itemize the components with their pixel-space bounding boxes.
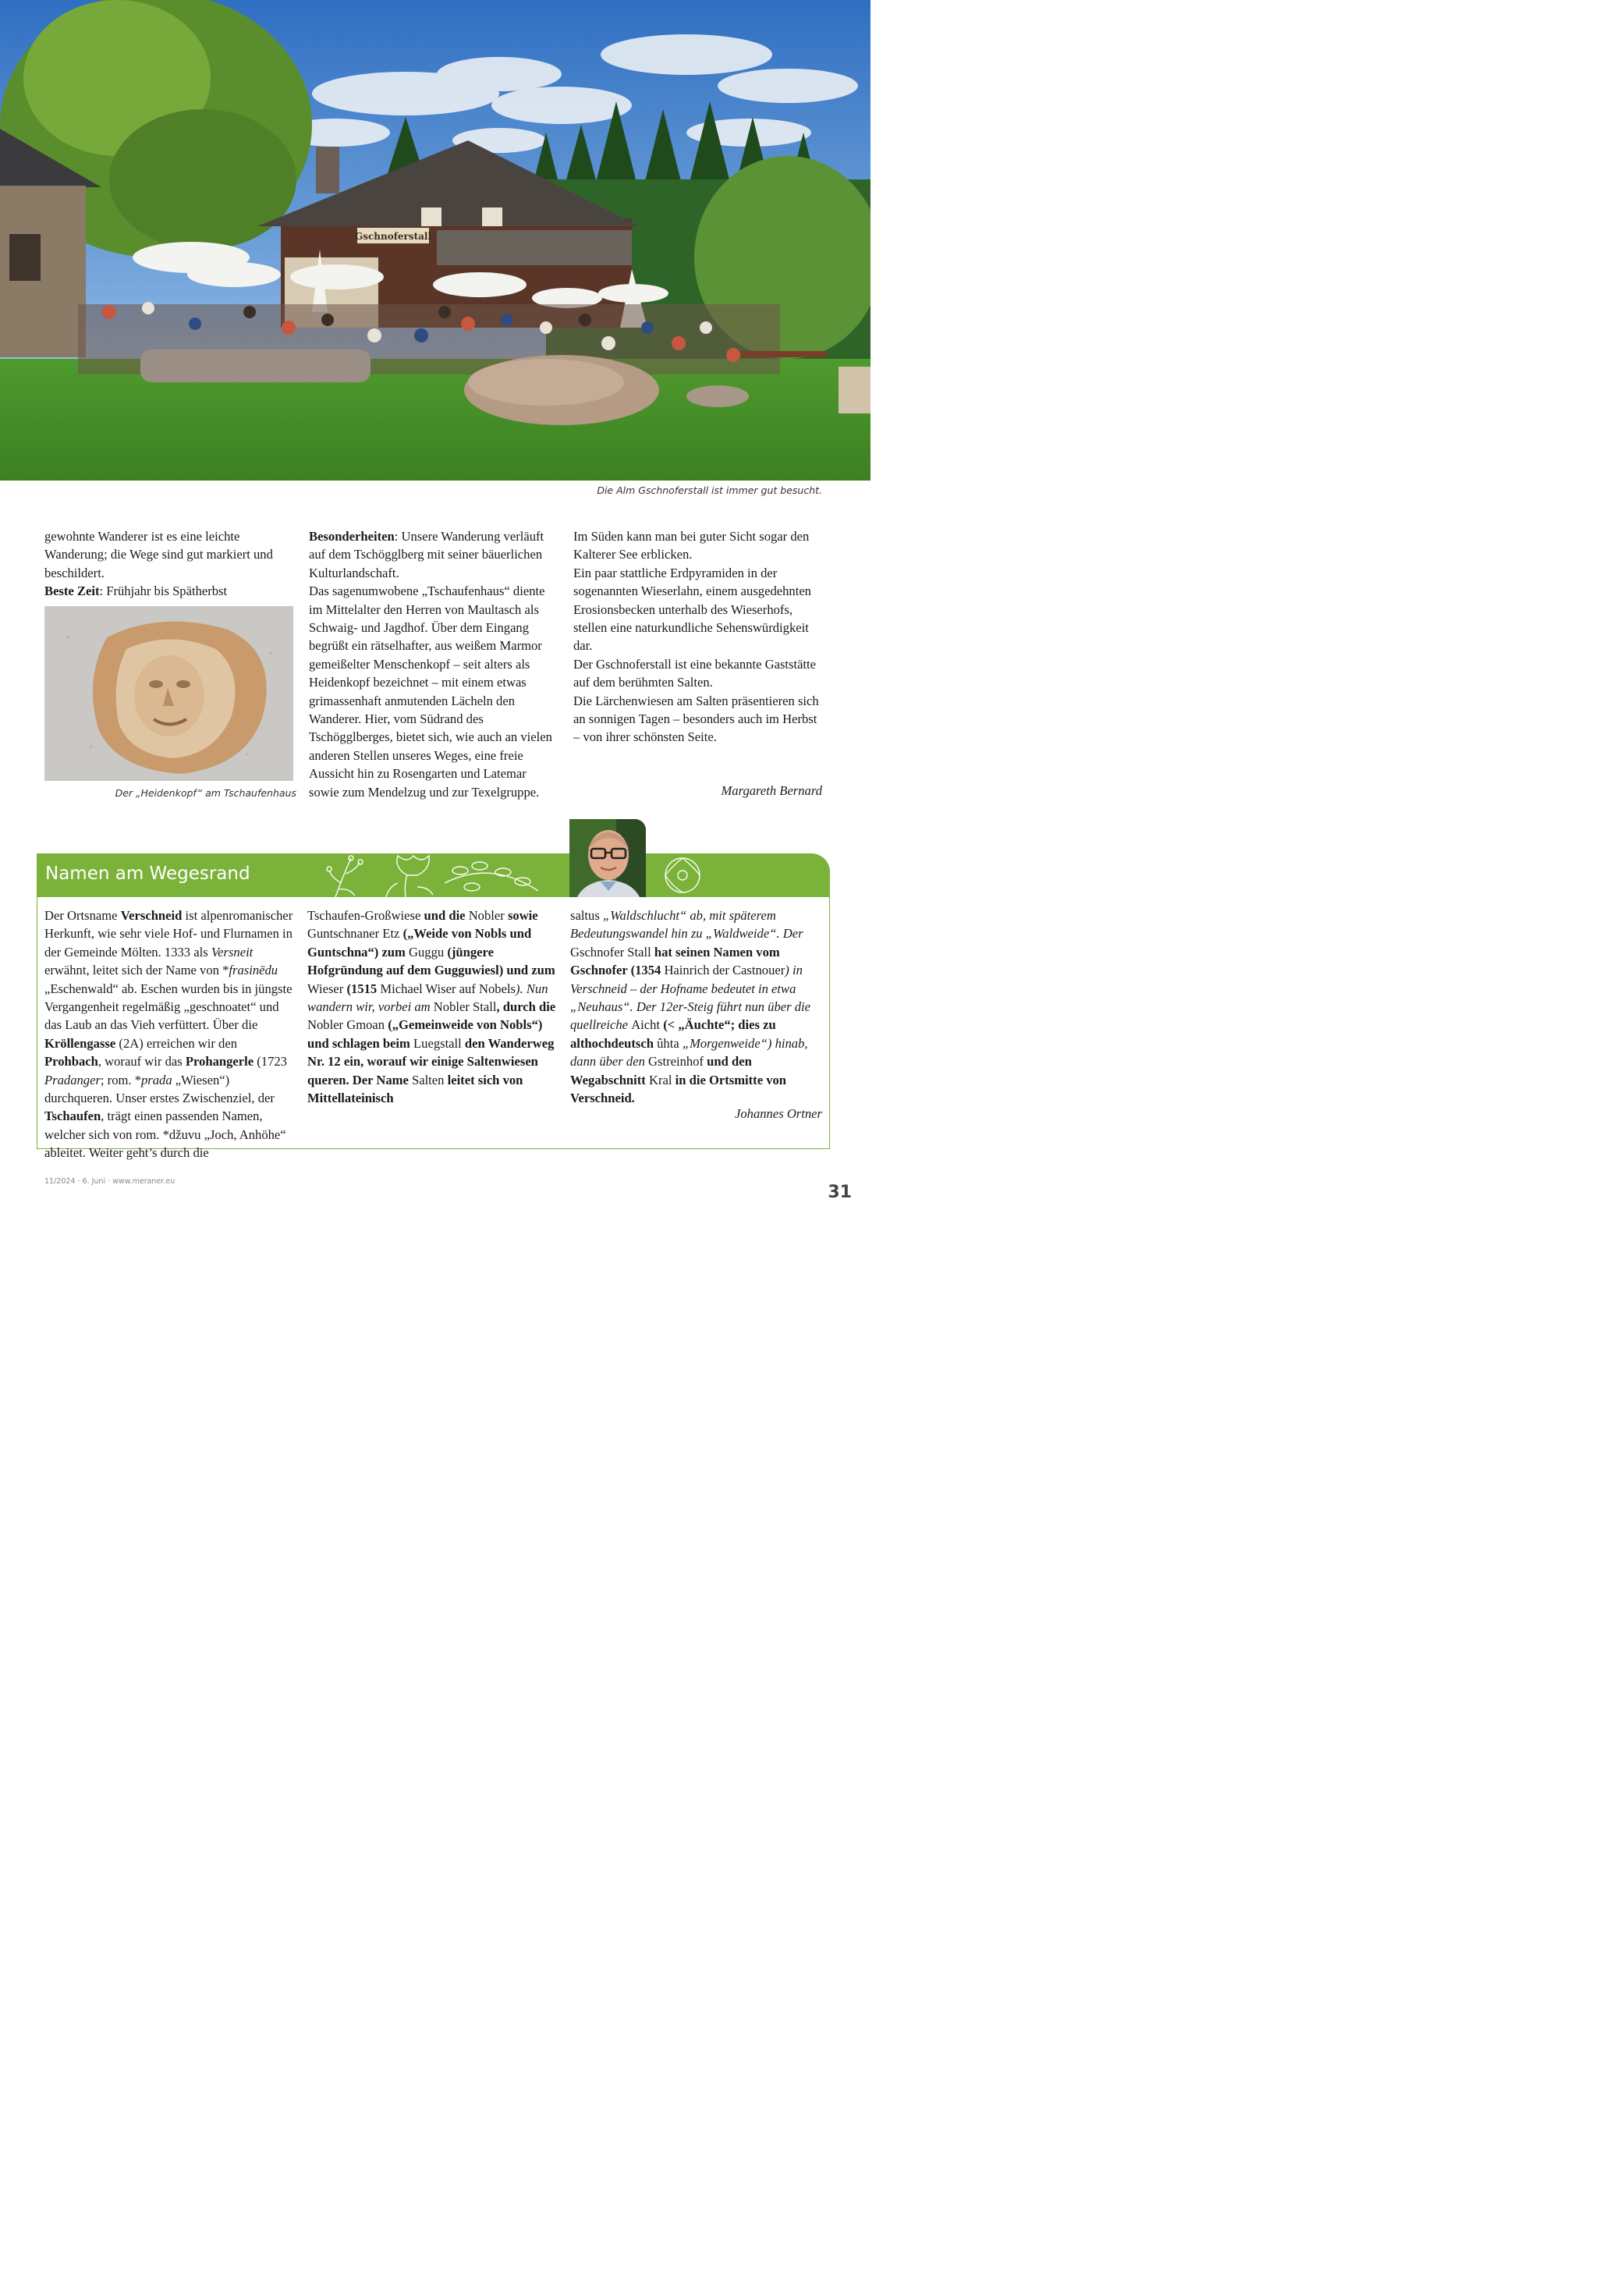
hut-sign: Gschnoferstall (354, 231, 432, 242)
hero-caption: Die Alm Gschnoferstall ist immer gut besucht. (597, 484, 822, 496)
article-column-1 (44, 527, 293, 601)
author-portrait (569, 819, 646, 897)
issue-info: 11/2024 · 6. Juni · www.meraner.eu (44, 1177, 176, 1186)
names-box-text: Der Ortsname Verschneid ist alpenromanischer Herkunft, wie sehr viele Hof- und Flurnamen in der Gemeinde Mölten. 1333 als Versneit erwähnt, leitet sich der Name von *frasinēdu „Eschenwald“ ab. Eschen wurden bis in jüngste Vergangenheit regelmäßig „geschnoatet“ und das Laub an das Vieh verfüttert. Über die Kröllengasse (2A) erreichen wir den Prohbach, worauf wir das Prohangerle (1723 Pradanger; rom. *prada „Wiesen“) durchqueren. Unser erstes Zwischenziel, der Tschaufen, trägt einen passenden Namen, welcher sich von rom. *džuvu „Joch, Anhöhe“ ableitet. Weiter geht’s durch die (44, 908, 293, 1161)
article-paragraph: Im Süden kann man bei guter Sicht sogar den Kalterer See erblicken. (573, 529, 810, 562)
features-line (309, 527, 558, 582)
article-column-3 (573, 527, 824, 747)
best-time-line (44, 582, 293, 600)
article-paragraph: Das sagenumwobene „Tschaufenhaus“ diente im Mittelalter den Herren von Maultasch als Schwaig- und Jagdhof. Über dem Eingang begrüßt ein rätselhafter, aus weißem Marmor gemeißelter Menschenkopf – seit alters als Heidenkopf bezeichnet – mit einem etwas grimassenhaft anmutenden Lächeln den Wanderer. Hier, vom Südrand des Tschögglberges, bietet sich, wie auch an vielen anderen Stellen unseres Weges, eine freie Aussicht hin zu Rosengarten und Latemar sowie zum Mendelzug und zur Texelgruppe. (309, 584, 552, 800)
page-number: 31 (828, 1183, 852, 1202)
names-box-title: Namen am Wegesrand (45, 864, 250, 884)
names-box-column-1 (44, 906, 296, 1162)
features-text: : Unsere Wanderung verläuft auf dem Tschögglberg mit seiner bäuerlichen Kulturlandschaft. (309, 529, 544, 580)
article-paragraph: Der Gschnoferstall ist eine bekannte Gaststätte auf dem berühmten Salten. (573, 656, 817, 690)
best-time-text: : Frühjahr bis Spätherbst (99, 584, 228, 599)
names-box-column-2 (307, 906, 558, 1107)
article-paragraph: Die Lärchenwiesen am Salten präsentieren sich an sonnigen Tagen – besonders auch im Herbst – von ihrer schönsten Seite. (573, 693, 819, 745)
heidenkopf-photo (44, 606, 293, 781)
article-author: Margareth Bernard (721, 783, 822, 798)
hero-photo (0, 0, 871, 481)
best-time-label: Beste Zeit (44, 584, 100, 599)
floral-decoration-icon (320, 852, 718, 900)
heidenkopf-caption: Der „Heidenkopf“ am Tschaufenhaus (115, 787, 296, 799)
article-paragraph: Ein paar stattliche Erdpyramiden in der sogenannten Wieserlahn, einem ausgedehnten Erosionsbecken unterhalb des Wieserhofs, stellen eine naturkundliche Sehenswürdigkeit dar. (573, 565, 811, 654)
names-box-column-3 (570, 906, 824, 1107)
names-box-author: Johannes Ortner (735, 1106, 822, 1121)
features-label: Besonderheiten (309, 529, 395, 544)
article-paragraph: gewohnte Wanderer ist es eine leichte Wanderung; die Wege sind gut markiert und beschildert. (44, 529, 273, 580)
names-box-text: saltus „Waldschlucht“ ab, mit späterem Bedeutungswandel hin zu „Waldweide“. Der Gschnofer Stall hat seinen Namen vom Gschnofer (1354 Hainrich der Castnouer) in Verschneid – der Hofname bedeutet in etwa „Neuhaus“. Der 12er-Steig führt nun über die quellreiche Aicht (< „Äuchte“; dies zu althochdeutsch ûhta „Morgenweide“) hinab, dann über den Gstreinhof und den Wegabschnitt Kral in die Ortsmitte von Verschneid. (570, 908, 811, 1106)
article-column-2 (309, 527, 558, 801)
names-box-text: Tschaufen-Großwiese und die Nobler sowie Guntschnaner Etz („Weide von Nobls und Guntschna“) zum Guggu (jüngere Hofgründung auf dem Gugguwiesl) und zum Wieser (1515 Michael Wiser auf Nobels). Nun wandern wir, vorbei am Nobler Stall, durch die Nobler Gmoan („Gemeinweide von Nobls“) und schlagen beim Luegstall den Wanderweg Nr. 12 ein, worauf wir einige Saltenwiesen queren. Der Name Salten leitet sich von Mittellateinisch (307, 908, 556, 1106)
